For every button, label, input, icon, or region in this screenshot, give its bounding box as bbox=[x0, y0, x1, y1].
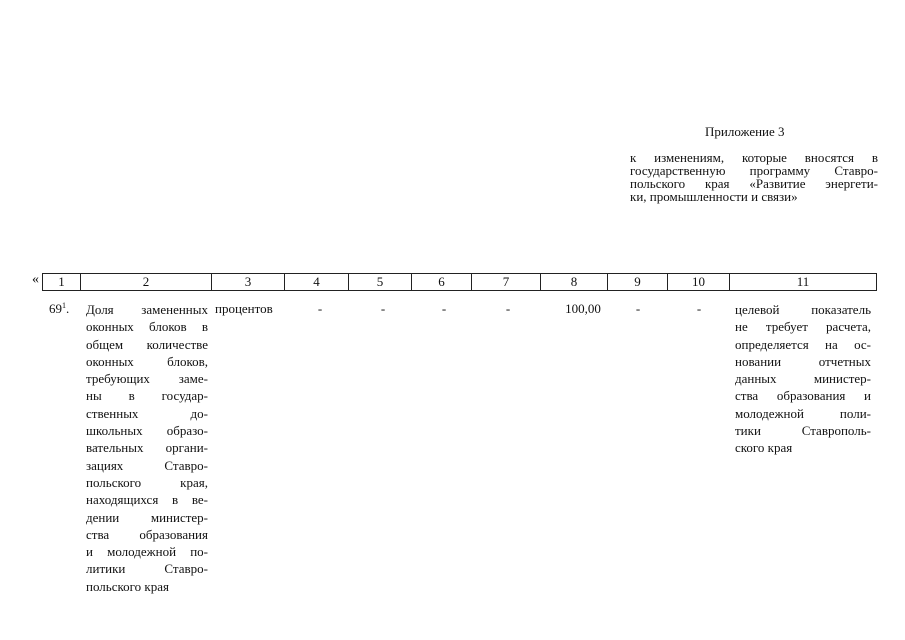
header-cell: 5 bbox=[349, 274, 412, 291]
indicator-name-line: оконных блоков в bbox=[86, 319, 208, 335]
indicator-note-line: данных министер- bbox=[735, 371, 871, 387]
appendix-description-line: государственную программу Ставро- bbox=[630, 163, 878, 178]
header-cell: 10 bbox=[668, 274, 730, 291]
indicator-name-line: ственных до- bbox=[86, 405, 208, 421]
header-cell: 11 bbox=[730, 274, 877, 291]
row-number-superscript: 1 bbox=[62, 301, 66, 310]
header-cell: 4 bbox=[285, 274, 349, 291]
indicator-name-line: оконных блоков, bbox=[86, 353, 208, 369]
indicator-note-line: молодежной поли- bbox=[735, 405, 871, 421]
indicator-name-line: находящихся в ве- bbox=[86, 492, 208, 508]
value-cell-col9: - bbox=[635, 301, 641, 316]
row-number-main: 69 bbox=[49, 301, 62, 316]
value-cell-col6: - bbox=[441, 301, 447, 316]
value-cell-col5: - bbox=[380, 301, 386, 316]
header-cell: 8 bbox=[541, 274, 608, 291]
indicator-name-line: требующих заме- bbox=[86, 371, 208, 387]
indicator-name-line: и молодежной по- bbox=[86, 544, 208, 560]
indicator-note-line: определяется на ос- bbox=[735, 336, 871, 352]
appendix-description-line: ки, промышленности и связи» bbox=[630, 189, 798, 204]
value-cell-col7: - bbox=[505, 301, 511, 316]
value-cell-col8: 100,00 bbox=[565, 301, 601, 316]
indicator-note-line: тики Ставрополь- bbox=[735, 423, 871, 439]
value-cell-col4: - bbox=[317, 301, 323, 316]
indicator-name-line: дении министер- bbox=[86, 509, 208, 525]
appendix-description bbox=[630, 151, 878, 203]
indicator-note-line: целевой показатель bbox=[735, 302, 871, 317]
header-cell: 6 bbox=[412, 274, 472, 291]
indicator-name-line: ства образования bbox=[86, 526, 208, 542]
indicator-name-line: Доля замененных bbox=[86, 302, 208, 317]
indicator-name-line: литики Ставро- bbox=[86, 561, 208, 577]
appendix-description-line: к изменениям, которые вносятся в bbox=[630, 150, 878, 165]
open-quote: « bbox=[32, 272, 39, 287]
header-cell: 2 bbox=[81, 274, 212, 291]
indicator-name-line: зациях Ставро- bbox=[86, 457, 208, 473]
indicator-note-line: ства образования и bbox=[735, 388, 871, 404]
indicator-name-line: польского края, bbox=[86, 474, 208, 490]
appendix-title: Приложение 3 bbox=[705, 124, 785, 139]
header-row bbox=[43, 274, 877, 291]
header-cell: 3 bbox=[212, 274, 285, 291]
indicator-name-line: ны в государ- bbox=[86, 388, 208, 404]
indicator-note-line: новании отчетных bbox=[735, 353, 871, 369]
indicator-name bbox=[86, 301, 208, 595]
indicator-name-line: польского края bbox=[86, 578, 169, 594]
unit-cell: процентов bbox=[215, 301, 273, 316]
header-cell: 1 bbox=[43, 274, 81, 291]
indicator-note bbox=[735, 301, 871, 457]
indicator-note-line: не требует расчета, bbox=[735, 319, 871, 335]
row-number bbox=[49, 301, 69, 317]
header-cell: 9 bbox=[608, 274, 668, 291]
appendix-description-line: польского края «Развитие энергети- bbox=[630, 176, 878, 191]
column-number-header bbox=[42, 273, 877, 291]
indicator-name-line: вательных органи- bbox=[86, 440, 208, 456]
header-cell: 7 bbox=[472, 274, 541, 291]
value-cell-col10: - bbox=[696, 301, 702, 316]
indicator-note-line: ского края bbox=[735, 440, 793, 456]
indicator-name-line: общем количестве bbox=[86, 336, 208, 352]
indicator-name-line: школьных образо- bbox=[86, 423, 208, 439]
row-number-suffix: . bbox=[66, 301, 70, 316]
